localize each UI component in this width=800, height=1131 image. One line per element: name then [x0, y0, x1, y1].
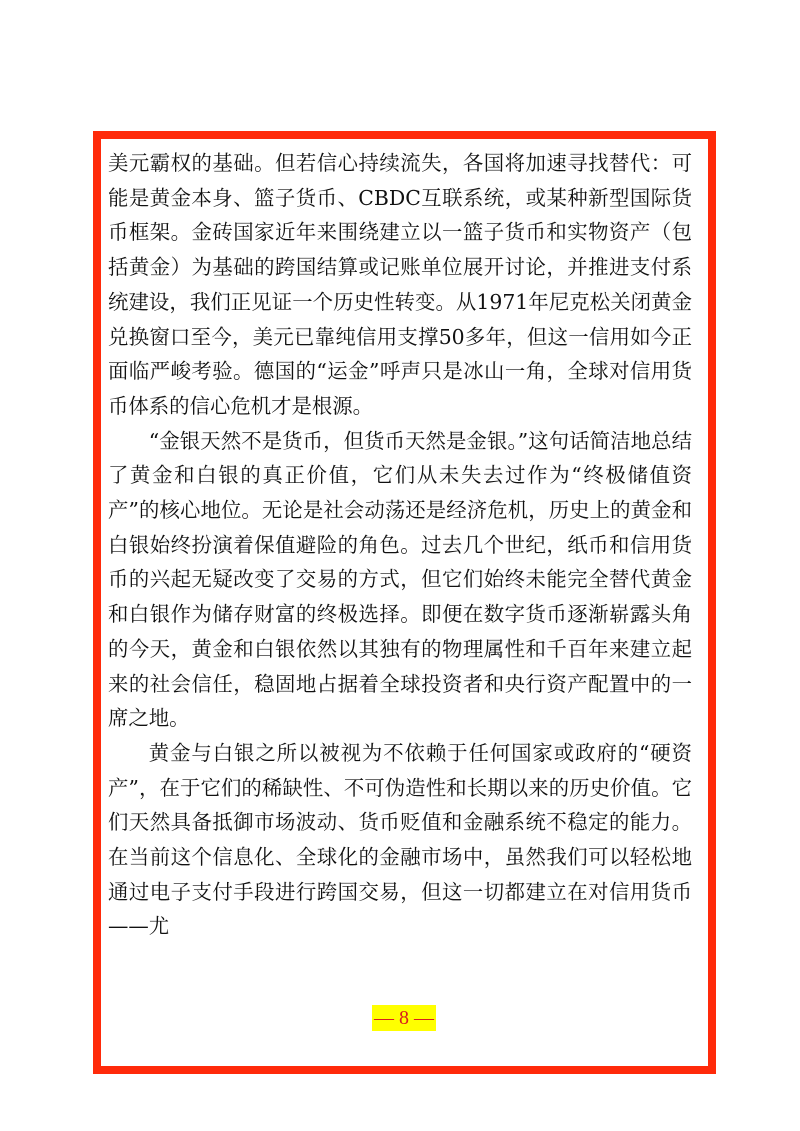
- paragraph-1: 美元霸权的基础。但若信心持续流失，各国将加速寻找替代：可能是黄金本身、篮子货币、CBDC互联系统，或某种新型国际货币框架。金砖国家近年来围绕建立以一篮子货币和实物资产（包括黄金）为基础的跨国结算或记账单位展开讨论，并推进支付系统建设，我们正见证一个历史性转变。从1971年尼克松关闭黄金兑换窗口至今，美元已靠纯信用支撑50多年，但这一信用如今正面临严峻考验。德国的“运金”呼声只是冰山一角，全球对信用货币体系的信心危机才是根源。: [108, 151, 692, 418]
- document-body: [108, 146, 692, 944]
- paragraph-3: 黄金与白银之所以被视为不依赖于任何国家或政府的“硬资产”，在于它们的稀缺性、不可伪造性和长期以来的历史价值。它们天然具备抵御市场波动、货币贬值和金融系统不稳定的能力。在当前这个信息化、全球化的金融市场中，虽然我们可以轻松地通过电子支付手段进行跨国交易，但这一切都建立在对信用货币——尤: [108, 740, 692, 939]
- paragraph-2: “金银天然不是货币，但货币天然是金银。”这句话简洁地总结了黄金和白银的真正价值，它们从未失去过作为“终极储值资产”的核心地位。无论是社会动荡还是经济危机，历史上的黄金和白银始终扮演着保值避险的角色。过去几个世纪，纸币和信用货币的兴起无疑改变了交易的方式，但它们始终未能完全替代黄金和白银作为储存财富的终极选择。即便在数字货币逐渐崭露头角的今天，黄金和白银依然以其独有的物理属性和千百年来建立起来的社会信任，稳固地占据着全球投资者和央行资产配置中的一席之地。: [108, 428, 692, 731]
- page-number: — 8 —: [374, 1007, 434, 1029]
